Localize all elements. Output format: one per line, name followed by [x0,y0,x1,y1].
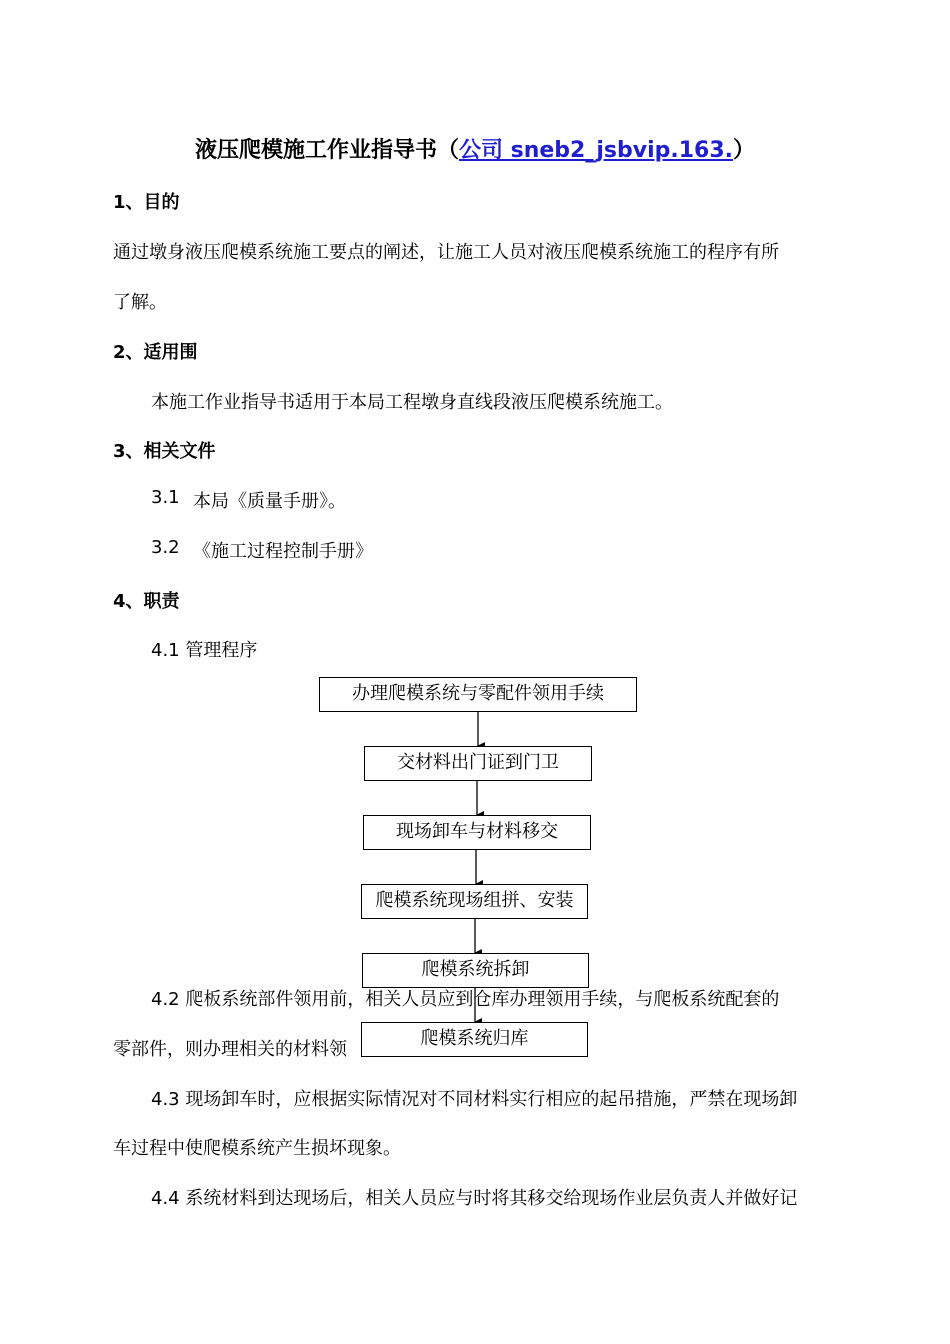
section-1-heading: 1、目的 [113,192,180,213]
section-4-3-line-1: 4.3 现场卸车时，应根据实际情况对不同材料实行相应的起吊措施，严禁在现场卸 [151,1089,798,1110]
section-3-item-1-text: 本局《质量手册》。 [193,491,346,512]
section-4-2-line-2: 零部件，则办理相关的材料领 [113,1039,347,1060]
flow-step-3: 现场卸车与材料移交 [363,815,591,850]
section-4-3-line-2: 车过程中使爬模系统产生损坏现象。 [113,1138,401,1159]
flow-step-1: 办理爬模系统与零配件领用手续 [319,677,637,712]
section-3-item-1-number: 3.1 [151,487,180,508]
flow-step-2: 交材料出门证到门卫 [364,746,592,781]
section-1-text-line-1: 通过墩身液压爬模系统施工要点的阐述，让施工人员对液压爬模系统施工的程序有所 [113,242,779,263]
section-3-heading: 3、相关文件 [113,441,216,462]
flow-step-6: 爬模系统归库 [361,1022,588,1057]
section-3-item-2-number: 3.2 [151,537,180,558]
section-1-text-line-2: 了解。 [113,292,167,313]
section-4-heading: 4、职责 [113,591,180,612]
title-text: 液压爬模施工作业指导书（ [194,138,459,163]
flow-step-5: 爬模系统拆卸 [362,953,589,988]
section-4-1-text: 4.1 管理程序 [151,640,258,661]
flow-step-4: 爬模系统现场组拼、安装 [361,884,588,919]
section-2-heading: 2、适用围 [113,342,198,363]
section-2-text: 本施工作业指导书适用于本局工程墩身直线段液压爬模系统施工。 [151,392,673,413]
section-3-item-2-text: 《施工过程控制手册》 [193,541,373,562]
section-4-4-line-1: 4.4 系统材料到达现场后，相关人员应与时将其移交给现场作业层负责人并做好记 [151,1188,798,1209]
title-link[interactable]: 公司 sneb2_jsbvip.163. [458,138,734,163]
title-suffix: ） [733,138,756,163]
section-4-2-line-1: 4.2 爬板系统部件领用前，相关人员应到仓库办理领用手续，与爬板系统配套的 [151,989,780,1010]
